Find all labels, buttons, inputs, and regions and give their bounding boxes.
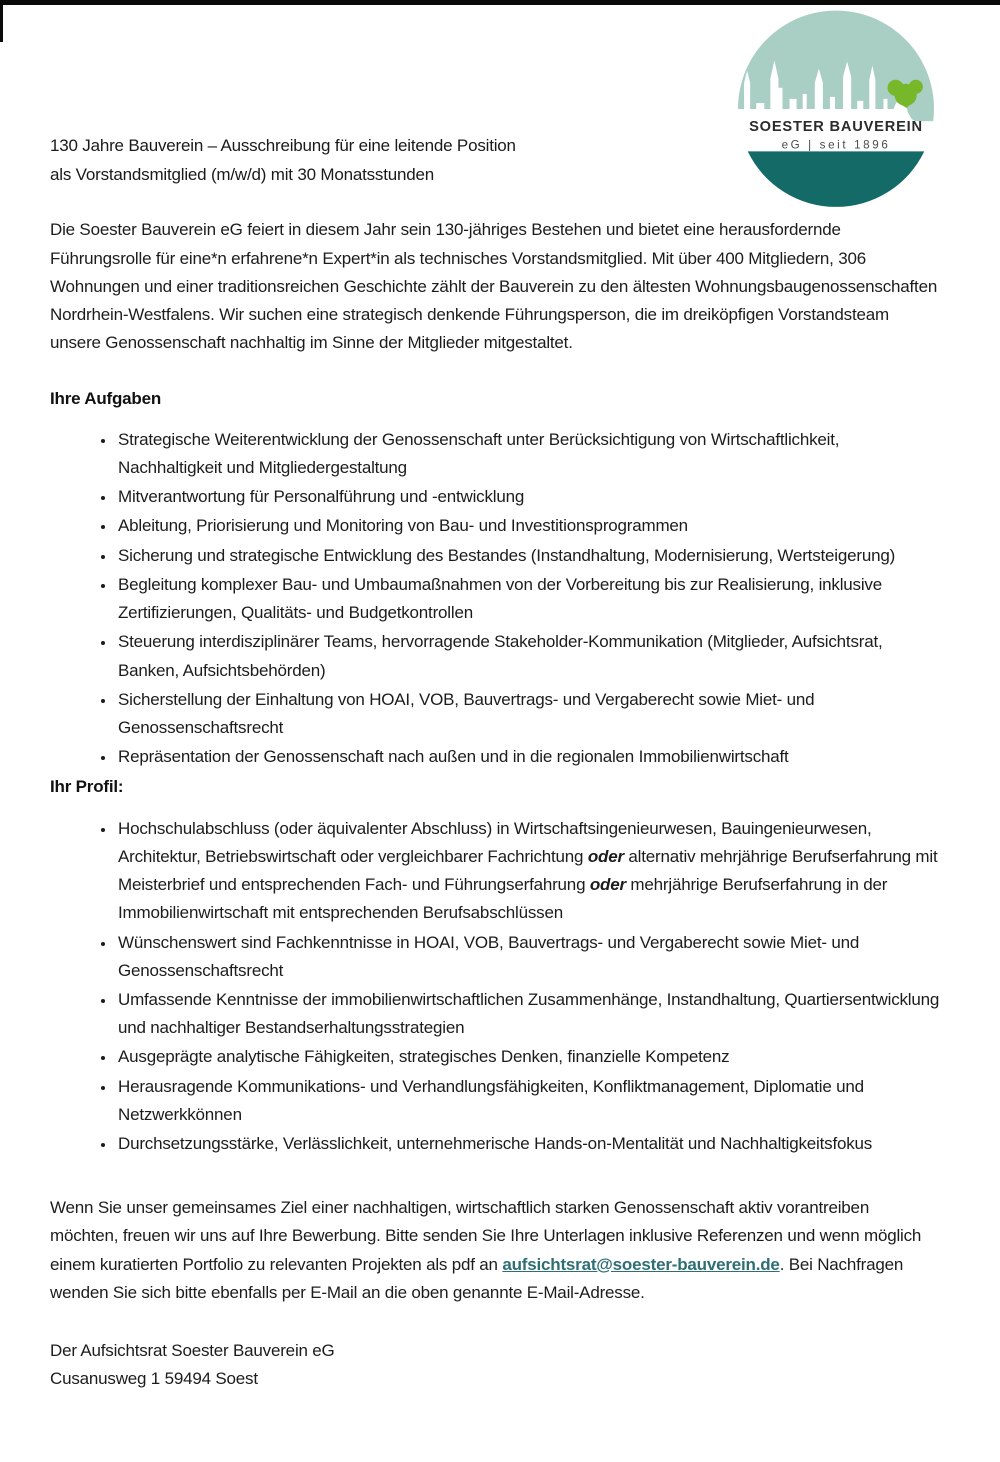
closing-paragraph [50,1194,940,1307]
scan-border-left [0,0,3,42]
title-line-1: 130 Jahre Bauverein – Ausschreibung für eine leitende Position [50,136,516,155]
list-item: • Steuerung interdisziplinärer Teams, hervorragende Stakeholder-Kommunikation (Mitglieder, Aufsichtsrat, Banken, Aufsichtsbehörden) [116,628,940,684]
signature-line-2: Cusanusweg 1 59494 Soest [50,1369,258,1389]
aufgaben-heading: Ihre Aufgaben [50,388,162,408]
list-item: • Mitverantwortung für Personalführung und -entwicklung [116,483,940,511]
list-item: • Durchsetzungsstärke, Verlässlichkeit, unternehmerische Hands-on-Mentalität und Nachhaltigkeitsfokus [116,1130,940,1158]
email-link[interactable]: aufsichtsrat@soester-bauverein.de [502,1254,780,1274]
list-item: • Strategische Weiterentwicklung der Genossenschaft unter Berücksichtigung von Wirtschaftlichkeit, Nachhaltigkeit und Mitgliedergestaltung [116,426,940,482]
list-item: • Repräsentation der Genossenschaft nach außen und in die regionalen Immobilienwirtschaft [116,743,940,771]
profil-list [50,815,940,1159]
list-item: • Sicherstellung der Einhaltung von HOAI, VOB, Bauvertrags- und Vergaberecht sowie Miet- und Genossenschaftsrecht [116,686,940,742]
profil-item1-part2: alternativ mehrjährige Berufserfahrung mit Meisterbrief und entsprechenden Fach- und Führungserfahrung [118,846,938,895]
list-item: • Herausragende Kommunikations- und Verhandlungsfähigkeiten, Konfliktmanagement, Diplomatie und Netzwerkkönnen [116,1073,940,1129]
aufgaben-list [50,426,940,772]
profil-item1-part1: Hochschulabschluss (oder äquivalenter Abschluss) in Wirtschaftsingenieurwesen, Bauingenieurwesen, Architektur, Betriebswirtschaft oder vergleichbarer Fachrichtung [118,818,872,866]
closing-text-after-link: . Bei Nachfragen wenden Sie sich bitte ebenfalls per E-Mail an die oben genannte E-Mail-Adresse. [50,1254,904,1302]
list-item: • Ausgeprägte analytische Fähigkeiten, strategisches Denken, finanzielle Kompetenz [116,1043,940,1071]
logo-wordmark: SOESTER BAUVEREIN [749,119,923,136]
list-item: • Umfassende Kenntnisse der immobilienwirtschaftlichen Zusammenhänge, Instandhaltung, Quartiersentwicklung und nachhaltiger Bestandserhaltungsstrategien [116,986,940,1042]
list-item: • Sicherung und strategische Entwicklung des Bestandes (Instandhaltung, Modernisierung, Wertsteigerung) [116,542,940,570]
profil-item1-part3: mehrjährige Berufserfahrung in der Immobilienwirtschaft mit entsprechenden Berufsabschlüssen [118,875,888,923]
closing-text-before-link: Wenn Sie unser gemeinsames Ziel einer nachhaltigen, wirtschaftlich starken Genossenschaft aktiv vorantreiben möchten, freuen wir uns auf Ihre Bewerbung. Bitte senden Sie Ihre Unterlagen inklusive Referenzen und wenn möglich einem kuratierten Portfolio zu relevanten Projekten als pdf an [50,1198,922,1274]
oder-emphasis: oder [587,846,624,866]
document-content [50,0,940,1394]
list-item [116,815,940,928]
signature-block [50,1337,940,1393]
title-line-2: als Vorstandsmitglied (m/w/d) mit 30 Monatsstunden [50,165,435,185]
list-item: • Ableitung, Priorisierung und Monitoring von Bau- und Investitionsprogrammen [116,512,940,540]
document-title [50,131,940,189]
list-item: • Wünschenswert sind Fachkenntnisse in HOAI, VOB, Bauvertrags- und Vergaberecht sowie Miet- und Genossenschaftsrecht [116,929,940,985]
profil-heading: Ihr Profil: [50,777,124,797]
logo-subtitle: eG | seit 1896 [781,138,891,152]
list-item: • Begleitung komplexer Bau- und Umbaumaßnahmen von der Vorbereitung bis zur Realisierung, inklusive Zertifizierungen, Qualitäts- und Budgetkontrollen [116,571,940,627]
signature-line-1: Der Aufsichtsrat Soester Bauverein eG [50,1341,335,1361]
intro-paragraph: Die Soester Bauverein eG feiert in diesem Jahr sein 130-jähriges Bestehen und bietet eine herausfordernde Führungsrolle für eine*n erfahrene*n Expert*in als technisches Vorstandsmitglied. Mit über 400 Mitgliedern, 306 Wohnungen und einer traditionsreichen Geschichte zählt der Bauverein zu den ältesten Wohnungsbaugenossenschaften Nordrhein-Westfalens. Wir suchen eine strategisch denkende Führungsperson, die im dreiköpfigen Vorstandsteam unsere Genossenschaft nachhaltig im Sinne der Mitglieder mitgestaltet. [50,220,938,353]
oder-emphasis: oder [589,875,626,895]
